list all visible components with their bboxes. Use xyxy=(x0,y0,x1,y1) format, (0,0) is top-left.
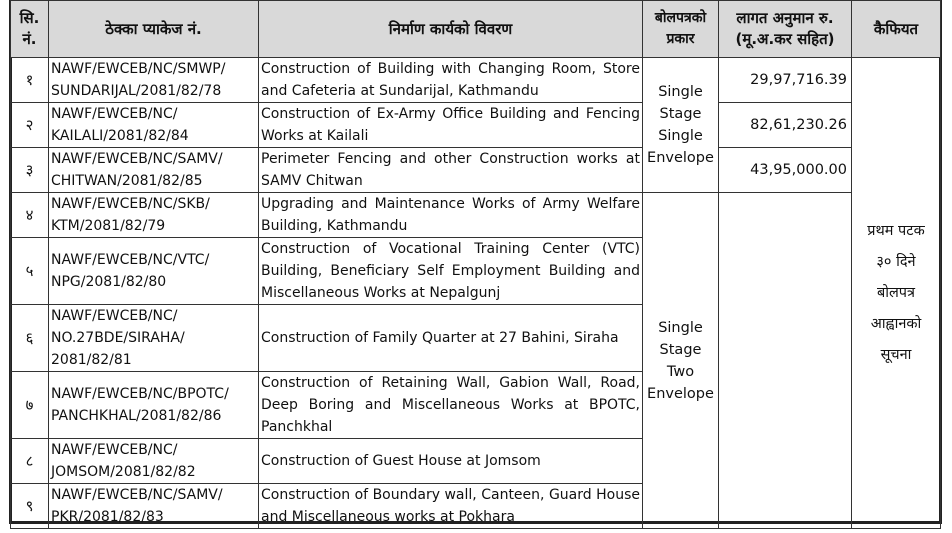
row-package: NAWF/EWCEB/NC/BPOTC/ PANCHKHAL/2081/82/86 xyxy=(49,372,259,439)
table-row xyxy=(11,193,941,238)
row-description: Construction of Vocational Training Center (VTC) Building, Beneficiary Self Employment Building and Miscellaneous Works at Nepalgunj xyxy=(259,238,643,305)
header-bid-type: बोलपत्रको प्रकार xyxy=(643,1,719,58)
bid-type-group2: Single Stage Two Envelope xyxy=(643,193,719,529)
row-description: Construction of Guest House at Jomsom xyxy=(259,439,643,484)
row-package: NAWF/EWCEB/NC/ JOMSOM/2081/82/82 xyxy=(49,439,259,484)
table-row xyxy=(11,148,941,193)
row-sn: १ xyxy=(11,58,49,103)
row-package: NAWF/EWCEB/NC/SAMV/ PKR/2081/82/83 xyxy=(49,484,259,529)
row-sn: ८ xyxy=(11,439,49,484)
row-sn: ५ xyxy=(11,238,49,305)
table-row xyxy=(11,103,941,148)
table-row xyxy=(11,58,941,103)
row-sn: ४ xyxy=(11,193,49,238)
row-estimate: 43,95,000.00 xyxy=(719,148,852,193)
row-sn: ७ xyxy=(11,372,49,439)
header-package: ठेक्का प्याकेज नं. xyxy=(49,1,259,58)
row-description: Upgrading and Maintenance Works of Army Welfare Building, Kathmandu xyxy=(259,193,643,238)
row-sn: ३ xyxy=(11,148,49,193)
row-description: Construction of Family Quarter at 27 Bahini, Siraha xyxy=(259,305,643,372)
row-description: Construction of Retaining Wall, Gabion Wall, Road, Deep Boring and Miscellaneous Works at BPOTC, Panchkhal xyxy=(259,372,643,439)
row-estimate: 82,61,230.26 xyxy=(719,103,852,148)
bid-type-group1: Single Stage Single Envelope xyxy=(643,58,719,193)
row-description: Perimeter Fencing and other Construction works at SAMV Chitwan xyxy=(259,148,643,193)
table-header-row xyxy=(11,1,941,58)
row-package: NAWF/EWCEB/NC/SKB/ KTM/2081/82/79 xyxy=(49,193,259,238)
header-remarks: कैफियत xyxy=(852,1,941,58)
row-package: NAWF/EWCEB/NC/SMWP/ SUNDARIJAL/2081/82/78 xyxy=(49,58,259,103)
row-package: NAWF/EWCEB/NC/ NO.27BDE/SIRAHA/ 2081/82/81 xyxy=(49,305,259,372)
row-estimate-empty xyxy=(719,193,852,529)
header-description: निर्माण कार्यको विवरण xyxy=(259,1,643,58)
remarks-cell: प्रथम पटक ३० दिने बोलपत्र आह्वानको सूचना xyxy=(852,58,941,529)
row-sn: ९ xyxy=(11,484,49,529)
row-package: NAWF/EWCEB/NC/SAMV/ CHITWAN/2081/82/85 xyxy=(49,148,259,193)
row-package: NAWF/EWCEB/NC/ KAILALI/2081/82/84 xyxy=(49,103,259,148)
header-estimate: लागत अनुमान रु. (मू.अ.कर सहित) xyxy=(719,1,852,58)
row-package: NAWF/EWCEB/NC/VTC/ NPG/2081/82/80 xyxy=(49,238,259,305)
row-description: Construction of Ex-Army Office Building and Fencing Works at Kailali xyxy=(259,103,643,148)
row-description: Construction of Boundary wall, Canteen, Guard House and Miscellaneous works at Pokhara xyxy=(259,484,643,529)
row-sn: २ xyxy=(11,103,49,148)
row-sn: ६ xyxy=(11,305,49,372)
row-description: Construction of Building with Changing Room, Store and Cafeteria at Sundarijal, Kathmandu xyxy=(259,58,643,103)
header-sn: सि. नं. xyxy=(11,1,49,58)
row-estimate: 29,97,716.39 xyxy=(719,58,852,103)
tender-table xyxy=(10,0,941,529)
